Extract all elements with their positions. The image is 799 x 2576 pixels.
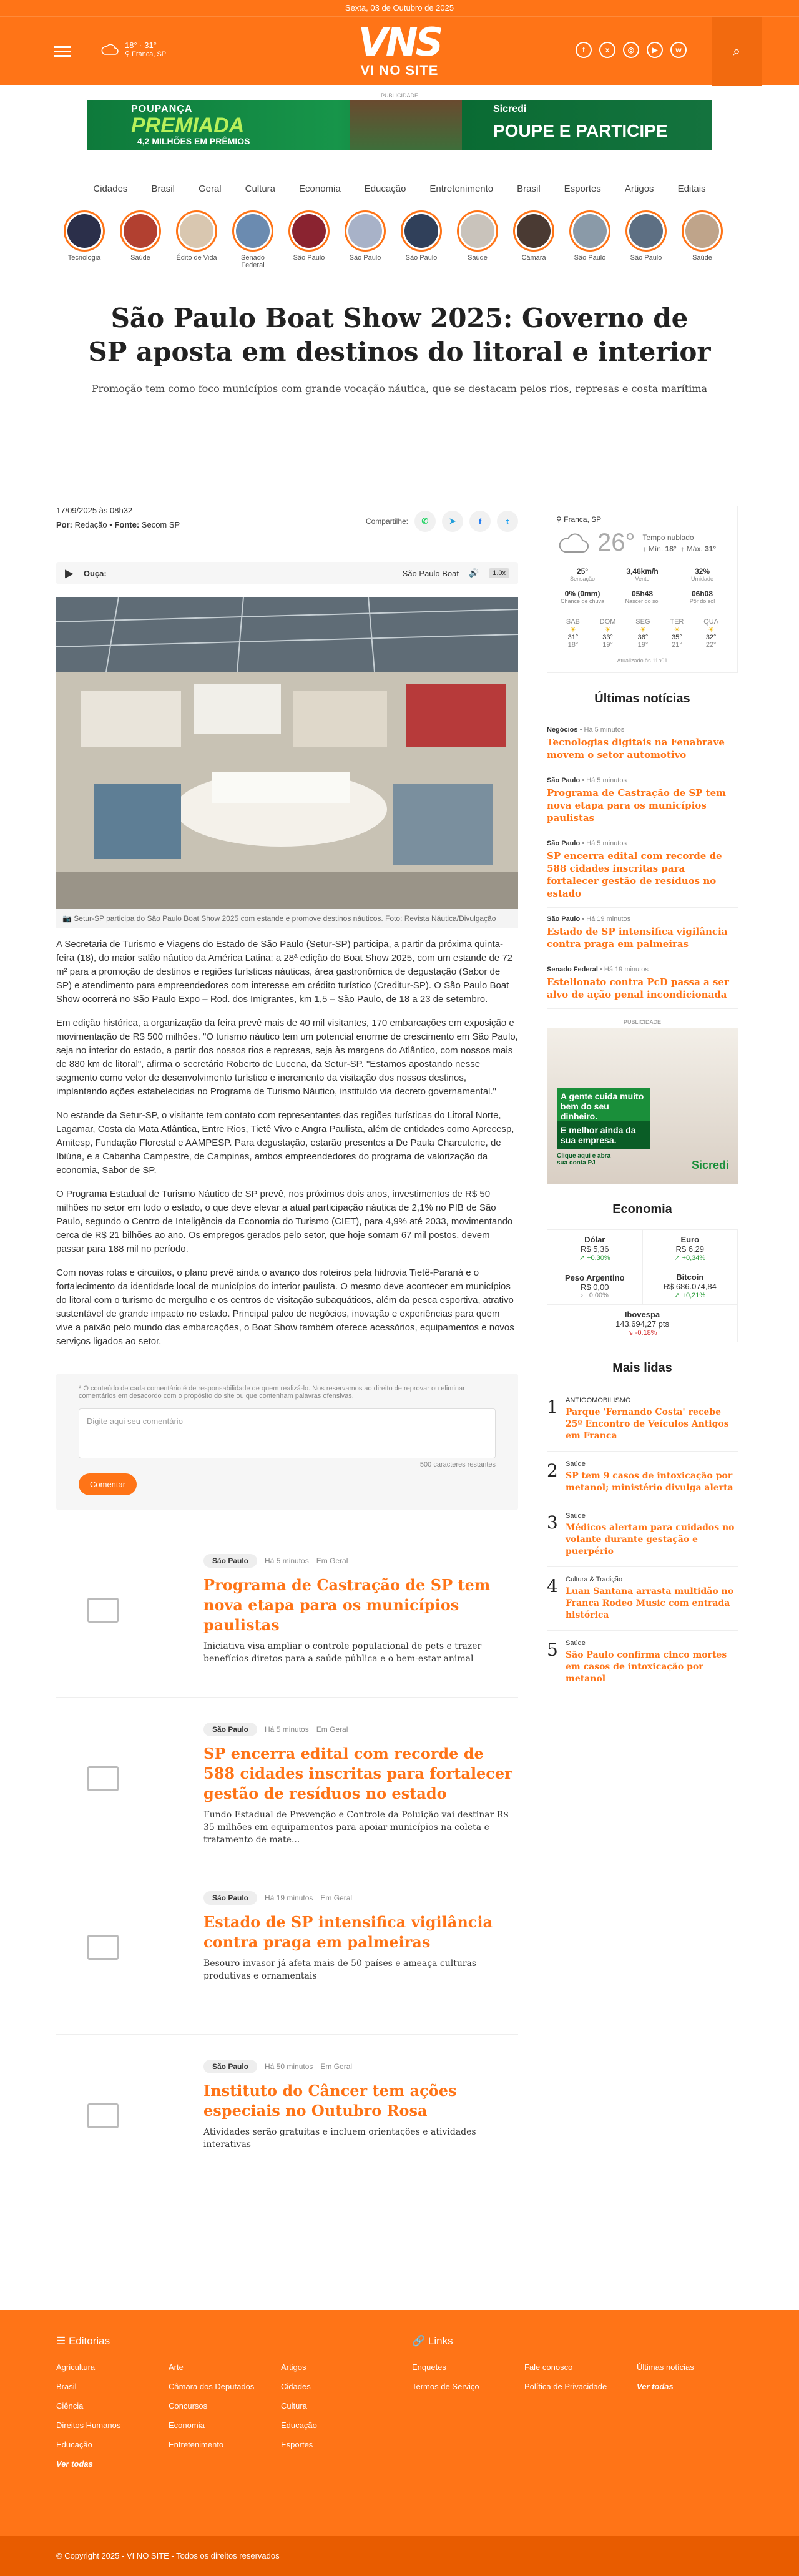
social-links [576,42,687,58]
search-icon: ⌕ [732,43,741,59]
quote-ibovespa: Ibovespa 143.694,27 pts ↘ -0.18% [547,1305,738,1342]
story-item[interactable] [175,210,218,269]
feed-desc: Fundo Estadual de Prevenção e Controle da Poluição vai destinar R$ 35 milhões em equipamentos para apoiar municípios na coleta e tratamento de mate... [203,1810,509,1845]
logo-mark: VNS [358,19,441,65]
footer-more-link[interactable]: Ver todas [637,2382,674,2391]
footer-link[interactable]: Educação [281,2421,317,2430]
camera-icon: 📷 [62,914,74,923]
story-item[interactable] [680,210,724,269]
footer-link[interactable]: Arte [169,2362,184,2372]
footer-link[interactable]: Cultura [281,2401,307,2411]
story-label: São Paulo [630,254,662,262]
story-item[interactable] [400,210,443,269]
story-label: Tecnologia [67,254,101,262]
quote-peso: Peso Argentino R$ 0,00 › +0,00% [547,1267,643,1305]
photo-caption: 📷 Setur-SP participa do São Paulo Boat Show 2025 com estande e promove destinos náuticos. Foto: Revista Náutica/Divulgação [56,909,518,928]
feed-item[interactable]: São Paulo Há 5 minutos Em Geral Programa de Castração de SP tem nova etapa para os municípios paulistas Iniciativa visa ampliar o controle populacional de pets e trazer benefícios diretos para a saúde pública e o bem-estar animal [56,1529,518,1698]
quote-dolar: Dólar R$ 5,36 ↗ +0,30% [547,1230,643,1267]
author: Redação [74,520,107,529]
footer-links: 🔗 Links Enquetes Fale conosco Últimas notícias Termos de Serviço Política de Privacidade Ver todas [412,2335,749,2469]
instagram-icon[interactable]: ◎ [623,42,639,58]
weather-widget: ⚲ Franca, SP 26° Tempo nublado ↓ Mín. 18° ↑ Máx. 31° 25° Sensação 3,46km/h Vento 32% Umidade 0% (0mm) Chance de chuva 05h48 Nascer do sol 06h08 Pôr do sol SAB ☀ 31° 18° DOM ☀ 33° 19° SEG ☀ 36° 19° TER ☀ 35° 21° QUA ☀ 32° 22° Atualizado às 11h01 [547,506,738,673]
most-read-title: Mais lidas [612,1361,672,1375]
facebook-share-icon[interactable]: f [469,511,491,532]
header-temp-max: 31° [144,41,157,50]
article-byline: Por: Redação • Fonte: Secom SP [56,520,180,529]
story-item[interactable] [343,210,387,269]
sicredi-logo: Sicredi [691,1159,729,1171]
youtube-icon[interactable]: ▶ [647,42,663,58]
footer-link[interactable]: Fale conosco [524,2362,573,2372]
list-icon: ☰ [56,2335,69,2347]
latest-news [547,692,738,1009]
article-body [56,938,518,1349]
weather-cond: Tempo nublado [642,533,694,542]
player-label: Ouça: [83,568,107,578]
ad-brand: Sicredi [493,104,527,114]
forecast-day: TER ☀ 35° 21° [670,618,684,649]
most-read-item[interactable]: 2 Saúde SP tem 9 casos de intoxicação por metanol; ministério divulga alerta [547,1452,738,1503]
feed-desc: Atividades serão gratuitas e incluem orientações e atividades interativas [203,2127,476,2150]
story-item[interactable] [231,210,275,269]
weather-rain: 0% (0mm) [564,589,600,598]
ad-line3: 4,2 MILHÕES EM PRÊMIOS [137,136,250,146]
ad-label: PUBLICIDADE [380,92,419,99]
source: Secom SP [141,520,180,529]
economy-table [547,1229,738,1342]
story-item[interactable] [568,210,612,269]
quote-bitcoin: Bitcoin R$ 686.074,84 ↗ +0,21% [642,1267,738,1305]
header-weather[interactable]: 18° · 31° ⚲ Franca, SP [100,41,166,58]
current-date: Sexta, 03 de Outubro de 2025 [345,3,454,12]
article-main [56,506,518,2203]
most-read-item[interactable]: 1 ANTIGOMOBILISMO Parque 'Fernando Costa' recebe 25º Encontro de Veículos Antigos em Franca [547,1388,738,1452]
image-placeholder-icon [87,1598,119,1623]
forecast-day: QUA ☀ 32° 22° [703,618,719,649]
hamburger-icon [54,44,71,59]
footer-link[interactable]: Últimas notícias [637,2362,694,2372]
story-item[interactable] [512,210,556,269]
forecast-day: DOM ☀ 33° 19° [599,618,616,649]
forecast-day: SAB ☀ 31° 18° [566,618,580,649]
char-count: 500 caracteres restantes [419,1461,496,1468]
stories-row [62,210,749,269]
footer-link[interactable]: Esportes [281,2440,313,2449]
latest-item[interactable]: São Paulo • Há 5 minutos SP encerra edital com recorde de 588 cidades inscritas para fortalecer gestão de resíduos no estado [547,832,738,908]
latest-item[interactable]: São Paulo • Há 5 minutos Programa de Castração de SP tem nova etapa para os municípios paulistas [547,769,738,832]
paragraph: Com novas rotas e circuitos, o plano prevê ainda o avanço dos roteiros pela hidrovia Tietê-Paraná e o fortalecimento da identidade local de municípios do interior paulista. O mesmo deve acontecer em municípios do litoral com o turismo de mergulho e os centros de visitação subaquáticos, além da pesca esportiva, atrativo sustentável de grande impacto no estado. Principal palco de negócios, inovação e experiências para quem vive a paixão pelo mundo das embarcações, o Boat Show também oferece acessórios, equipamentos e novos serviços ligados ao setor. [56,1267,514,1347]
top-banner-ad[interactable] [87,100,712,150]
nav-item[interactable]: Cidades [93,184,128,194]
paragraph: No estande da Setur-SP, o visitante tem contato com representantes das regiões turísticas do Litoral Norte, Lagamar, Costa da Mata Atlântica, Entre Rios, Tietê Vivo e Angra Paulista, além de entidades como Aprecesp, Amitesp, Fundação Florestal e AAMPESP. Para degustação, estarão presentes a De Paula Charcuterie, de Ibiúna, e a Cabanha Campestre, de Campinas, ambos empreendedores do programa de valorização da economia, Sabor de SP. [56,1110,514,1176]
whatsapp-icon[interactable]: w [670,42,687,58]
story-label: Saúde [692,254,712,262]
ad-cta: POUPE E PARTICIPE [493,121,668,140]
footer-link[interactable]: Enquetes [412,2362,446,2372]
footer-link[interactable]: Direitos Humanos [56,2421,121,2430]
footer-link[interactable]: Termos de Serviço [412,2382,479,2391]
latest-item[interactable]: Senado Federal • Há 19 minutos Estelionato contra PcD passa a ser alvo de ação penal incondicionada [547,958,738,1009]
feed-title[interactable]: SP encerra edital com recorde de 588 cidades inscritas para fortalecer gestão de resíduos no estado [203,1744,512,1802]
nav-item[interactable]: Brasil [517,184,541,194]
page-title: São Paulo Boat Show 2025: Governo de SP aposta em destinos do litoral e interior [88,303,711,367]
top-date-bar [0,0,799,16]
audio-player [56,562,518,584]
feed-tag[interactable]: São Paulo [203,2060,257,2073]
story-label: Câmara [521,254,546,262]
comment-note: * O conteúdo de cada comentário é de responsabilidade de quem realizá-lo. Nos reservamos ao direito de reprovar ou eliminar comentários em desacordo com o propósito do site ou que contenham palavras ofensivas. [79,1385,465,1400]
paragraph: A Secretaria de Turismo e Viagens do Estado de São Paulo (Setur-SP) participa, a partir da próxima quinta-feira (18), do maior salão náutico da América Latina: a 28ª edição do Boat Show 2025, com um estande de 72 m² para a promoção de destinos e regiões turísticas náuticas, área gastronômica de degustação (Sabor de SP) e atendimento para empreendedores com interesse em crédito turístico (Creditur-SP). O São Paulo Boat Show ocorrerá no São Paulo Expo – Rod. dos Imigrantes, km 1,5 – São Paulo, de 18 a 23 de setembro. [56,939,513,1005]
side-banner-ad[interactable]: A gente cuida muito bem do seu dinheiro. E melhor ainda da sua empresa. Clique aqui e abra sua conta PJ Sicredi [547,1028,738,1184]
site-logo[interactable] [358,19,441,78]
ad-line1: POUPANÇA [131,104,193,114]
site-header [0,16,799,85]
latest-item[interactable]: São Paulo • Há 19 minutos Estado de SP intensifica vigilância contra praga em palmeiras [547,908,738,958]
feed-title[interactable]: Estado de SP intensifica vigilância contra praga em palmeiras [203,1913,493,1951]
story-label: Édito de Vida [176,254,217,262]
feed-title[interactable]: Instituto do Câncer tem ações especiais no Outubro Rosa [203,2082,457,2120]
footer-link[interactable]: Brasil [56,2382,77,2391]
feed-tag[interactable]: São Paulo [203,1723,257,1736]
copyright: © Copyright 2025 - VI NO SITE - Todos os direitos reservados [0,2536,799,2576]
nav-item[interactable]: Entretenimento [429,184,494,194]
menu-button[interactable] [37,17,87,86]
footer-link[interactable]: Cidades [281,2382,311,2391]
footer-link[interactable]: Concursos [169,2401,208,2411]
image-placeholder-icon [87,2103,119,2128]
story-label: Senado Federal [241,254,265,269]
feed-title[interactable]: Programa de Castração de SP tem nova etapa para os municípios paulistas [203,1576,491,1634]
story-item[interactable] [287,210,331,269]
nav-item[interactable]: Editais [677,184,706,194]
logo-text: VI NO SITE [360,62,439,78]
paragraph: O Programa Estadual de Turismo Náutico de SP prevê, nos próximos dois anos, investimentos de R$ 50 milhões no setor em todo o estado, o que deve elevar a atual participação náutica de 2,1% no PIB de São Paulo, segundo o Centro de Inteligência da Economia do Turismo (CIET), para 4,9% até 2033, movimentando cerca de R$ 21 bilhões ao ano. Os empregos gerados pelo setor, que hoje somam 67 mil postos, devem passar para 188 mil no período. [56,1189,513,1254]
nav-item[interactable]: Educação [364,184,406,194]
story-label: Saúde [468,254,488,262]
story-item[interactable] [62,210,106,269]
latest-title: Últimas notícias [594,692,690,705]
economy-widget [547,1202,738,1342]
news-feed [56,1529,518,2203]
player-voice-select[interactable]: São Paulo Boat [402,568,459,578]
footer-link[interactable]: Câmara dos Deputados [169,2382,255,2391]
story-item[interactable] [624,210,668,269]
twitter-share-icon[interactable]: t [497,511,518,532]
story-label: São Paulo [405,254,438,262]
weather-updated: Atualizado às 11h01 [617,657,668,664]
nav-item[interactable]: Economia [299,184,341,194]
most-read-item[interactable]: 3 Saúde Médicos alertam para cuidados no volante durante gestação e puerpério [547,1503,738,1567]
story-label: Saúde [130,254,150,262]
story-item[interactable] [119,210,162,269]
nav-item[interactable]: Geral [198,184,222,194]
link-icon: 🔗 [412,2335,428,2347]
weather-temp: 26° [597,529,635,556]
nav-item[interactable]: Cultura [245,184,275,194]
search-button[interactable] [712,17,762,86]
most-read-item[interactable]: 5 Saúde São Paulo confirma cinco mortes em casos de intoxicação por metanol [547,1639,727,1684]
footer-more-link[interactable]: Ver todas [56,2459,93,2469]
cloud-icon [100,43,119,56]
site-footer [0,2310,799,2536]
feed-item[interactable]: São Paulo Há 50 minutos Em Geral Instituto do Câncer tem ações especiais no Outubro Rosa Atividades serão gratuitas e incluem orientações e atividades interativas [56,2035,518,2203]
weather-hum: 32% [694,567,710,576]
side-ad-label: PUBLICIDADE [623,1019,662,1025]
category-nav [69,174,730,204]
most-read-item[interactable]: 4 Cultura & Tradição Luan Santana arrasta multidão no Franca Rodeo Music com entrada histórica [547,1567,738,1631]
article-photo[interactable] [56,597,518,909]
sidebar [547,506,738,1694]
volume-icon[interactable]: 🔊 [469,568,479,578]
cloud-icon [556,533,590,554]
forecast-day: SEG ☀ 36° 19° [635,618,650,649]
weather-sens: 25° [576,567,589,576]
header-city: Franca, SP [132,51,167,58]
comment-submit-button[interactable]: Comentar [79,1473,137,1495]
share-bar [366,511,518,532]
ad-image [350,100,462,150]
story-label: São Paulo [574,254,606,262]
footer-link[interactable]: Educação [56,2440,92,2449]
facebook-icon[interactable]: f [576,42,592,58]
nav-item[interactable]: Brasil [151,184,175,194]
image-placeholder-icon [87,1935,119,1960]
paragraph: Em edição histórica, a organização da feira prevê mais de 40 mil visitantes, 170 embarcações em exposição e movimentação de R$ 500 milhões. "O turismo náutico tem um potencial enorme de crescimento em São Paulo, seja no interior do estado, a partir dos nossos rios e represas, seja às margens do Atlântico, com nossos mais de 880 km de litoral", afirma o secretário Roberto de Lucena, da Setur-SP. "Estamos apostando nesse segmento como vetor de desenvolvimento turístico e incremento da visitação dos nossos destinos, implantando ações estabelecidas no Programa de Turismo Náutico, instituído via decreto governamental." [56,1018,518,1097]
footer-link[interactable]: Economia [169,2421,205,2430]
feed-tag[interactable]: São Paulo [203,1891,257,1905]
x-twitter-icon[interactable]: x [599,42,615,58]
weather-wind: 3,46km/h [626,567,659,576]
feed-item[interactable]: São Paulo Há 19 minutos Em Geral Estado de SP intensifica vigilância contra praga em palmeiras Besouro invasor já afeta mais de 50 países e ameaça culturas produtivas e ornamentais [56,1866,518,2035]
weather-sunrise: 05h48 [631,589,654,598]
footer-link[interactable]: Artigos [281,2362,306,2372]
footer-editorias: ☰ Editorias Agricultura Arte Artigos Brasil Câmara dos Deputados Cidades Ciência Concursos Cultura Direitos Humanos Economia Educação Educação Entretenimento Esportes Ver todas [56,2335,412,2469]
story-label: São Paulo [349,254,381,262]
article-date: 17/09/2025 às 08h32 [56,506,133,515]
footer-link[interactable]: Política de Privacidade [524,2382,607,2391]
most-read [547,1361,738,1694]
latest-item[interactable]: Negócios • Há 5 minutos Tecnologias digitais na Fenabrave movem o setor automotivo [547,719,738,769]
footer-link[interactable]: Entretenimento [169,2440,224,2449]
feed-tag[interactable]: São Paulo [203,1554,257,1568]
player-speed[interactable]: 1.0x [489,568,509,578]
story-label: São Paulo [293,254,325,262]
ad-line2: PREMIADA [131,114,245,137]
whatsapp-share-icon[interactable]: ✆ [414,511,436,532]
weather-city: ⚲ Franca, SP [556,515,602,524]
comment-input[interactable]: Digite aqui seu comentário [79,1408,496,1458]
play-icon[interactable]: ▶ [65,566,74,579]
economy-title: Economia [612,1202,672,1216]
quote-euro: Euro R$ 6,29 ↗ +0,34% [642,1230,738,1267]
feed-desc: Iniciativa visa ampliar o controle populacional de pets e trazer benefícios diretos para a saúde pública e o bem-estar animal [203,1641,482,1664]
comment-form [56,1374,518,1510]
header-temp-min: 18° [125,41,137,50]
telegram-share-icon[interactable]: ➤ [442,511,463,532]
feed-desc: Besouro invasor já afeta mais de 50 países e ameaça culturas produtivas e ornamentais [203,1959,477,1981]
feed-item[interactable]: São Paulo Há 5 minutos Em Geral SP encerra edital com recorde de 588 cidades inscritas para fortalecer gestão de resíduos no estado Fundo Estadual de Prevenção e Controle da Poluição vai destinar R$ 35 milhões em equipamentos para apoiar municípios na coleta e tratamento de mate... [56,1698,518,1866]
story-item[interactable] [456,210,499,269]
page-subtitle: Promoção tem como foco municípios com grande vocação náutica, que se destacam pelos rios, represas e costa marítima [91,383,708,395]
footer-link[interactable]: Agricultura [56,2362,96,2372]
boat-show-image [56,597,518,909]
nav-item[interactable]: Artigos [624,184,654,194]
nav-item[interactable]: Esportes [564,184,601,194]
weather-sunset: 06h08 [691,589,713,598]
share-label: Compartilhe: [365,517,408,526]
footer-link[interactable]: Ciência [56,2401,84,2411]
image-placeholder-icon [87,1766,119,1791]
